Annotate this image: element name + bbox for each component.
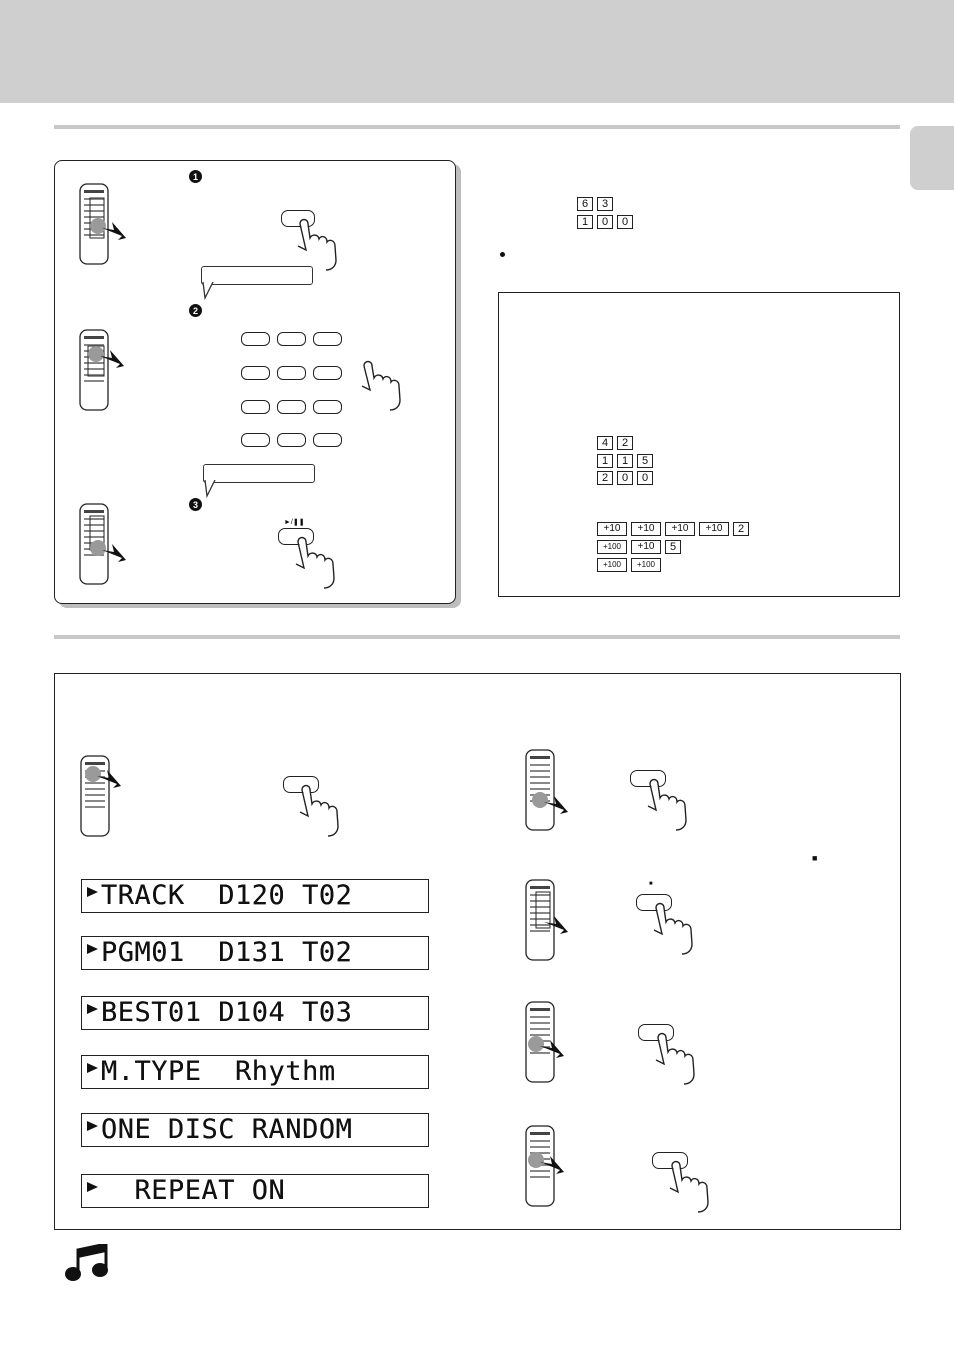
key-digit: 5 [637, 454, 653, 468]
lcd-text: PGM01 D131 T02 [101, 937, 353, 968]
remote-control-icon [78, 182, 140, 268]
pressing-finger-icon [290, 534, 346, 590]
numeric-key[interactable] [241, 433, 270, 447]
key-digit: 0 [597, 215, 613, 229]
lcd-text: M.TYPE Rhythm [101, 1056, 336, 1087]
numeric-key[interactable] [277, 433, 306, 447]
music-note-icon [64, 1244, 110, 1284]
remote-control-icon [79, 754, 141, 840]
section-rule-top [54, 125, 900, 129]
pressing-finger-icon [360, 358, 410, 414]
example-row-e [597, 540, 681, 554]
key-digit: 4 [597, 436, 613, 450]
pressing-finger-icon [292, 216, 348, 272]
key-digit: 1 [577, 215, 593, 229]
remote-control-icon [524, 878, 586, 964]
key-plus-10: +10 [631, 540, 661, 554]
lcd-pointer-icon [87, 887, 98, 897]
example-row-d [597, 522, 749, 536]
remote-control-icon [78, 502, 140, 588]
example-row-a [597, 436, 633, 450]
key-digit: 6 [577, 197, 593, 211]
numeric-key[interactable] [241, 366, 270, 380]
digit-example-row-2 [577, 215, 633, 229]
lcd-text: REPEAT ON [101, 1175, 286, 1206]
key-plus-100: +100 [597, 540, 627, 554]
lcd-display-repeat [81, 1174, 429, 1208]
pressing-finger-icon [650, 1030, 706, 1086]
remote-control-icon [524, 748, 586, 834]
step-1-marker: 1 [189, 170, 202, 183]
numeric-key[interactable] [277, 332, 306, 346]
key-digit: 0 [637, 471, 653, 485]
example-row-c [597, 471, 653, 485]
key-digit: 0 [617, 471, 633, 485]
numeric-key[interactable] [313, 332, 342, 346]
example-row-b [597, 454, 653, 468]
lcd-text: BEST01 D104 T03 [101, 997, 353, 1028]
pressing-finger-icon [294, 782, 350, 838]
bullet-point [500, 252, 505, 257]
lcd-pointer-icon [87, 944, 98, 954]
pressing-finger-icon [664, 1158, 720, 1214]
lcd-display-music-type [81, 1055, 429, 1089]
lcd-pointer-icon [87, 1121, 98, 1131]
header-band [0, 0, 954, 103]
key-digit: 3 [597, 197, 613, 211]
lcd-display-best [81, 996, 429, 1030]
key-digit: 2 [597, 471, 613, 485]
example-box [498, 292, 900, 597]
key-digit: 2 [617, 436, 633, 450]
key-digit: 0 [617, 215, 633, 229]
numeric-key[interactable] [313, 366, 342, 380]
step-3-marker: 3 [189, 498, 202, 511]
numeric-key[interactable] [277, 366, 306, 380]
remote-control-icon [524, 1124, 586, 1210]
stop-small-symbol: ■ [649, 881, 653, 887]
lcd-display-random [81, 1113, 429, 1147]
key-plus-10: +10 [597, 522, 627, 536]
lcd-pointer-icon [87, 1063, 98, 1073]
section-rule-middle [54, 635, 900, 639]
key-digit: 5 [665, 540, 681, 554]
remote-control-icon [78, 328, 140, 414]
example-row-f [597, 558, 661, 572]
numeric-key[interactable] [313, 400, 342, 414]
stop-symbol: ■ [812, 853, 818, 863]
numeric-key[interactable] [241, 400, 270, 414]
numeric-key[interactable] [241, 332, 270, 346]
key-digit: 1 [617, 454, 633, 468]
key-plus-10: +10 [699, 522, 729, 536]
numeric-key[interactable] [277, 400, 306, 414]
digit-example-row-1 [577, 197, 613, 211]
step-2-marker: 2 [189, 304, 202, 317]
lcd-pointer-icon [87, 1004, 98, 1014]
lcd-display-track [81, 879, 429, 913]
section-tab[interactable] [910, 126, 954, 190]
key-digit: 1 [597, 454, 613, 468]
display-callout [203, 464, 315, 483]
display-callout [201, 266, 313, 285]
callout-tail [201, 282, 215, 300]
lcd-text: ONE DISC RANDOM [101, 1114, 353, 1145]
lcd-display-program [81, 936, 429, 970]
key-plus-100: +100 [597, 558, 627, 572]
play-pause-label: ►/❚❚ [284, 519, 305, 526]
key-plus-100: +100 [631, 558, 661, 572]
lcd-pointer-icon [87, 1182, 98, 1192]
numeric-key[interactable] [313, 433, 342, 447]
pressing-finger-icon [648, 900, 704, 956]
key-digit: 2 [733, 522, 749, 536]
remote-control-icon [524, 1000, 586, 1086]
key-plus-10: +10 [631, 522, 661, 536]
key-plus-10: +10 [665, 522, 695, 536]
pressing-finger-icon [642, 776, 698, 832]
callout-tail [203, 480, 217, 498]
lcd-text: TRACK D120 T02 [101, 880, 353, 911]
